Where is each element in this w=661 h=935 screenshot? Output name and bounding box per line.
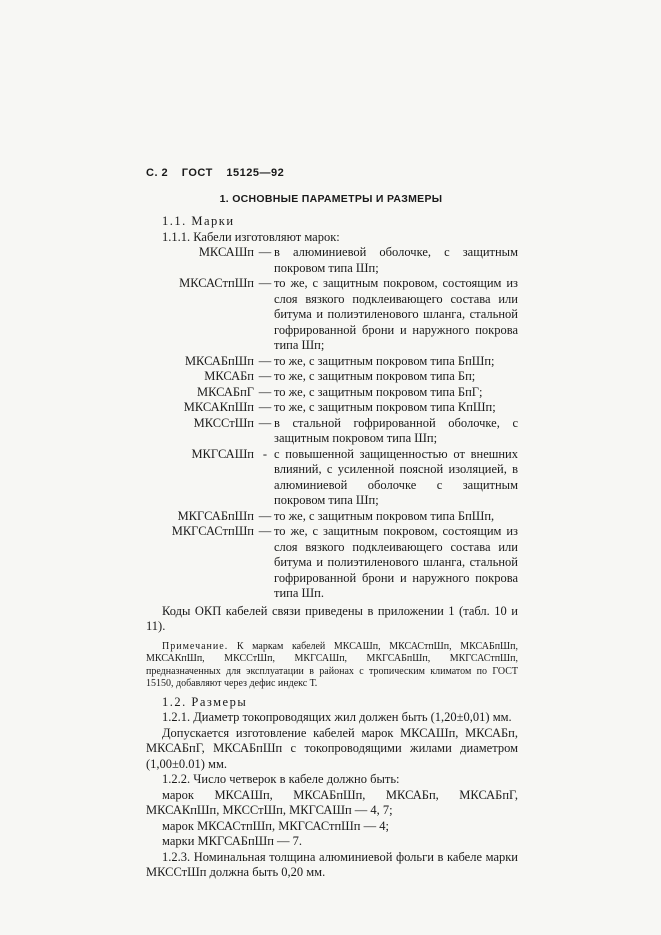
mark-code: МКГСАШп: [191, 446, 254, 461]
subsection-sizes: 1.2. Размеры: [162, 694, 248, 709]
mark-description: то же, с защитным покровом типа Бп;: [274, 369, 476, 383]
mark-description: то же, с защитным покровом типа БпШп,: [274, 508, 495, 523]
mark-dash: —: [258, 524, 272, 538]
note-label: Примечание.: [162, 640, 229, 652]
mark-description: то же, с защитным покровом типа БпГ;: [274, 384, 483, 399]
clause-1-2-3: 1.2.3. Номинальная толщина алюминиевой фольги в кабеле марки МКССтШп должна быть 0,20 мм.: [146, 849, 518, 879]
page-header: [146, 167, 294, 179]
mark-code: МКГСАСтпШп: [171, 524, 254, 538]
mark-code: МКСАШп: [198, 245, 254, 259]
mark-description: то же, с защитным покровом типа КпШп;: [274, 400, 496, 414]
mark-row: [146, 509, 518, 525]
mark-row: [146, 245, 518, 276]
section-title: 1. ОСНОВНЫЕ ПАРАМЕТРЫ И РАЗМЕРЫ: [219, 193, 443, 205]
mark-code: МКСАБпГ: [197, 384, 254, 399]
okp-codes-paragraph: Коды ОКП кабелей связи приведены в приложении 1 (табл. 10 и 11).: [146, 603, 518, 633]
mark-description: в стальной гофрированной оболочке, с защитным покровом типа Шп;: [274, 415, 518, 445]
mark-row: [146, 276, 518, 354]
note-text: К маркам кабелей МКСАШп, МКСАСтпШп, МКСАБпШп, МКСАКпШп, МКССтШп, МКГСАШп, МКГСАБпШп, МКГСАСтпШп, предназначенных для эксплуатации в районах с тропическим климатом по ГОСТ 15150, добавляют через дефис индекс Т.: [146, 640, 518, 689]
mark-dash: —: [258, 245, 272, 259]
mark-dash: —: [258, 276, 272, 290]
mark-code: МКСАКпШп: [183, 400, 254, 414]
page-number: С. 2: [146, 167, 169, 179]
mark-dash: -: [262, 446, 268, 461]
mark-dash: —: [258, 384, 272, 399]
mark-row: [146, 524, 518, 602]
standard-number: 15125—92: [226, 167, 285, 179]
quad-count-2: марок МКСАСтпШп, МКГСАСтпШп — 4;: [162, 818, 389, 833]
mark-row: [146, 400, 518, 416]
quad-count-1: марок МКСАШп, МКСАБпШп, МКСАБп, МКСАБпГ, МКСАКпШп, МКССтШп, МКГСАШп — 4, 7;: [146, 787, 518, 817]
mark-row: [146, 447, 518, 509]
mark-description: в алюминиевой оболочке, с защитным покровом типа Шп;: [274, 245, 518, 275]
mark-row: [146, 416, 518, 447]
allowed-paragraph: Допускается изготовление кабелей марок МКСАШп, МКСАБп, МКСАБпГ, МКСАБпШп с токопроводящими жилами диаметром (1,00±0.01) мм.: [146, 725, 518, 771]
mark-code: МКССтШп: [193, 415, 254, 430]
mark-description: то же, с защитным покровом, состоящим из слоя вязкого подклеивающего состава или битума и полиэтиленового шланга, стальной гофрированной брони и наружного покрова типа Шп;: [274, 276, 518, 352]
mark-row: [146, 354, 518, 370]
quad-count-3: марки МКГСАБпШп — 7.: [162, 834, 303, 848]
mark-description: то же, с защитным покровом типа БпШп;: [274, 353, 495, 368]
mark-row: [146, 369, 518, 385]
mark-dash: —: [258, 353, 272, 368]
subsection-marks: 1.1. Марки: [162, 214, 235, 228]
note-paragraph: [146, 641, 518, 691]
mark-code: МКГСАБпШп: [177, 508, 254, 523]
marks-table: [146, 245, 518, 602]
standard-label: ГОСТ: [181, 167, 213, 179]
mark-code: МКСАБп: [204, 369, 254, 383]
mark-dash: —: [258, 400, 272, 414]
mark-description: то же, с защитным покровом, состоящим из слоя вязкого подклеивающего состава или битума и полиэтиленового шланга, стальной гофрированной брони и наружного покрова типа Шп.: [274, 524, 518, 600]
mark-code: МКСАСтпШп: [179, 276, 254, 290]
mark-dash: —: [258, 369, 272, 383]
clause-1-1-1: 1.1.1. Кабели изготовляют марок:: [162, 229, 340, 244]
document-body: [146, 214, 518, 881]
clause-1-2-2: 1.2.2. Число четверок в кабеле должно быть:: [162, 772, 400, 786]
mark-code: МКСАБпШп: [184, 353, 254, 368]
mark-row: [146, 385, 518, 401]
mark-dash: —: [258, 415, 272, 430]
clause-1-2-1: 1.2.1. Диаметр токопроводящих жил должен быть (1,20±0,01) мм.: [162, 710, 512, 724]
mark-dash: —: [258, 508, 272, 523]
mark-description: с повышенной защищенностью от внешних влияний, с усиленной поясной изоляцией, в алюминиевой оболочке с защитным покровом типа Шп;: [274, 446, 518, 507]
